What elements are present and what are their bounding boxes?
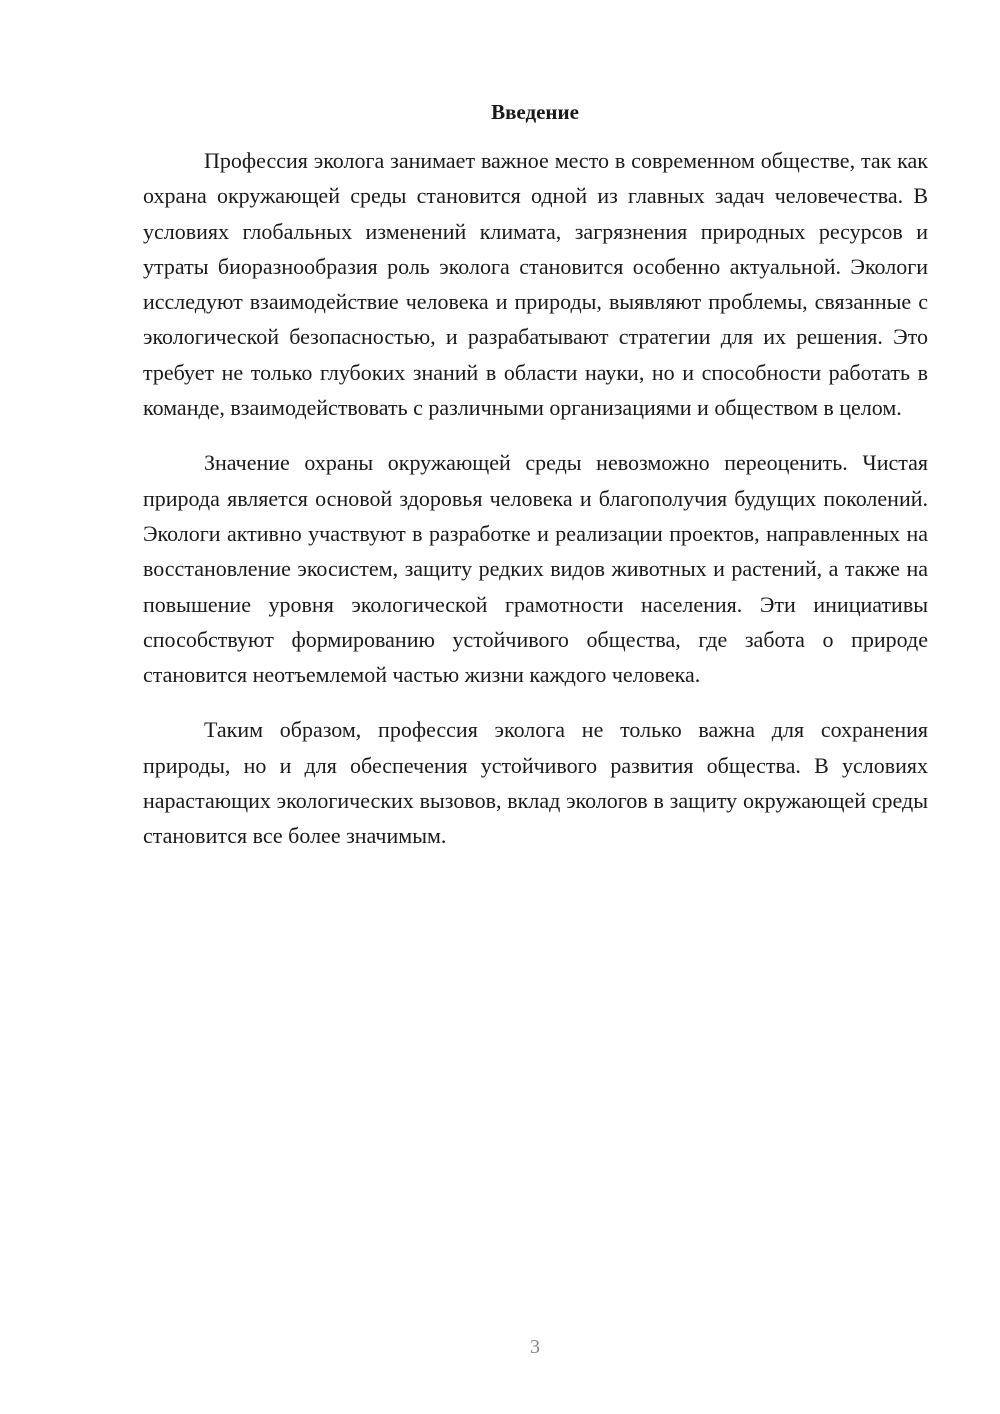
paragraph-1: Профессия эколога занимает важное место в современном обществе, так как охрана окружающей среды становится одной из главных задач человечества. В условиях глобальных изменений климата, загрязнения природных ресурсов и утраты биоразнообразия роль эколога становится особенно актуальной. Экологи исследуют взаимодействие человека и природы, выявляют проблемы, связанные с экологической безопасностью, и разрабатывают стратегии для их решения. Это требует не только глубоких знаний в области науки, но и способности работать в команде, взаимодействовать с различными организациями и обществом в целом.: [143, 148, 928, 421]
paragraph-3: Таким образом, профессия эколога не только важна для сохранения природы, но и для обеспечения устойчивого развития общества. В условиях нарастающих экологических вызовов, вклад экологов в защиту окружающей среды становится все более значимым.: [143, 717, 928, 849]
body-text: [143, 143, 928, 874]
section-heading: Введение: [491, 100, 579, 124]
paragraph-2: Значение охраны окружающей среды невозможно переоценить. Чистая природа является основой здоровья человека и благополучия будущих поколений. Экологи активно участвуют в разработке и реализации проектов, направленных на восстановление экосистем, защиту редких видов животных и растений, а также на повышение уровня экологической грамотности населения. Эти инициативы способствуют формированию устойчивого общества, где забота о природе становится неотъемлемой частью жизни каждого человека.: [143, 450, 928, 688]
page-number: 3: [530, 1336, 540, 1358]
